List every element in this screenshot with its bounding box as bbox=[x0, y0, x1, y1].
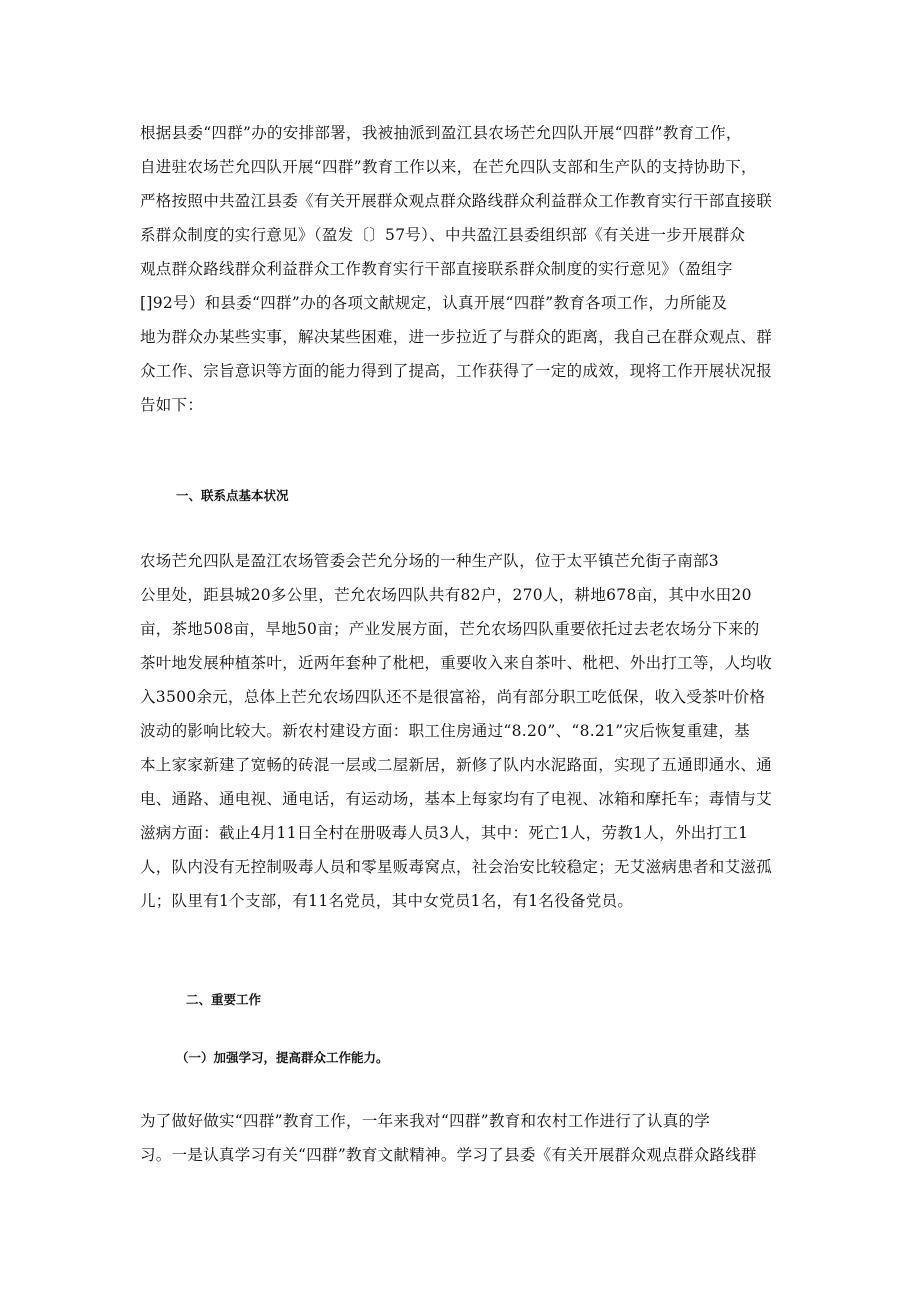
section-heading-1: 一、联系点基本状况 bbox=[176, 488, 289, 503]
text-line: 本上家家新建了宽畅的砖混一层或二屋新居，新修了队内水泥路面，实现了五通即通水、通 bbox=[140, 756, 773, 774]
text-line: 滋病方面：截止4月11日全村在册吸毒人员3人，其中：死亡1人，劳教1人，外出打工1 bbox=[140, 824, 749, 842]
text-line: 严格按照中共盈江县委《有关开展群众观点群众路线群众利益群众工作教育实行干部直接联 bbox=[140, 192, 773, 210]
text-line: []92号）和县委“四群”办的各项文献规定，认真开展“四群”教育各项工作，力所能及 bbox=[140, 294, 728, 312]
intro-paragraph bbox=[140, 116, 780, 422]
text-line: 习。一是认真学习有关“四群”教育文献精神。学习了县委《有关开展群众观点群众路线群 bbox=[140, 1146, 757, 1164]
text-line: 为了做好做实“四群”教育工作，一年来我对“四群”教育和农村工作进行了认真的学 bbox=[140, 1112, 711, 1130]
text-line: 电、通路、通电视、通电话，有运动场，基本上每家均有了电视、冰箱和摩托车；毒情与艾 bbox=[140, 790, 773, 808]
section-heading-2: 二、重要工作 bbox=[186, 992, 262, 1007]
text-line: 众工作、宗旨意识等方面的能力得到了提高，工作获得了一定的成效，现将工作开展状况报 bbox=[140, 362, 773, 380]
text-line: 农场芒允四队是盈江农场管委会芒允分场的一种生产队，位于太平镇芒允街子南部3 bbox=[140, 552, 719, 570]
text-line: 儿；队里有1个支部，有11名党员，其中女党员1名，有1名役备党员。 bbox=[140, 892, 634, 910]
text-line: 系群众制度的实行意见》（盈发〔〕57号）、中共盈江县委组织部《有关进一步开展群众 bbox=[140, 226, 746, 244]
text-line: 人，队内没有无控制吸毒人员和零星贩毒窝点，社会治安比较稳定；无艾滋病患者和艾滋孤 bbox=[140, 858, 773, 876]
subsection-1-paragraph bbox=[140, 1104, 780, 1172]
text-line: 观点群众路线群众利益群众工作教育实行干部直接联系群众制度的实行意见》（盈组字 bbox=[140, 260, 733, 278]
text-line: 波动的影响比较大。新农村建设方面：职工住房通过“8.20”、“8.21”灾后恢复重建，基 bbox=[140, 722, 750, 740]
text-line: 告如下： bbox=[140, 396, 204, 414]
text-line: 茶叶地发展种植茶叶，近两年套种了枇杷，重要收入来自茶叶、枇杷、外出打工等，人均收 bbox=[140, 654, 773, 672]
text-line: 自进驻农场芒允四队开展“四群”教育工作以来，在芒允四队支部和生产队的支持协助下， bbox=[140, 158, 757, 176]
section-1-paragraph bbox=[140, 544, 780, 918]
text-line: 公里处，距县城20多公里，芒允农场四队共有82户，270人，耕地678亩，其中水田20 bbox=[140, 586, 752, 604]
subsection-heading-1: （一）加强学习，提高群众工作能力。 bbox=[176, 1050, 389, 1065]
text-line: 亩，茶地508亩，旱地50亩；产业发展方面，芒允农场四队重要依托过去老农场分下来的 bbox=[140, 620, 760, 638]
text-line: 根据县委“四群”办的安排部署，我被抽派到盈江县农场芒允四队开展“四群”教育工作， bbox=[140, 124, 742, 142]
text-line: 入3500余元，总体上芒允农场四队还不是很富裕，尚有部分职工吃低保，收入受茶叶价格 bbox=[140, 688, 766, 706]
text-line: 地为群众办某些实事，解决某些困难，进一步拉近了与群众的距离，我自己在群众观点、群 bbox=[140, 328, 773, 346]
